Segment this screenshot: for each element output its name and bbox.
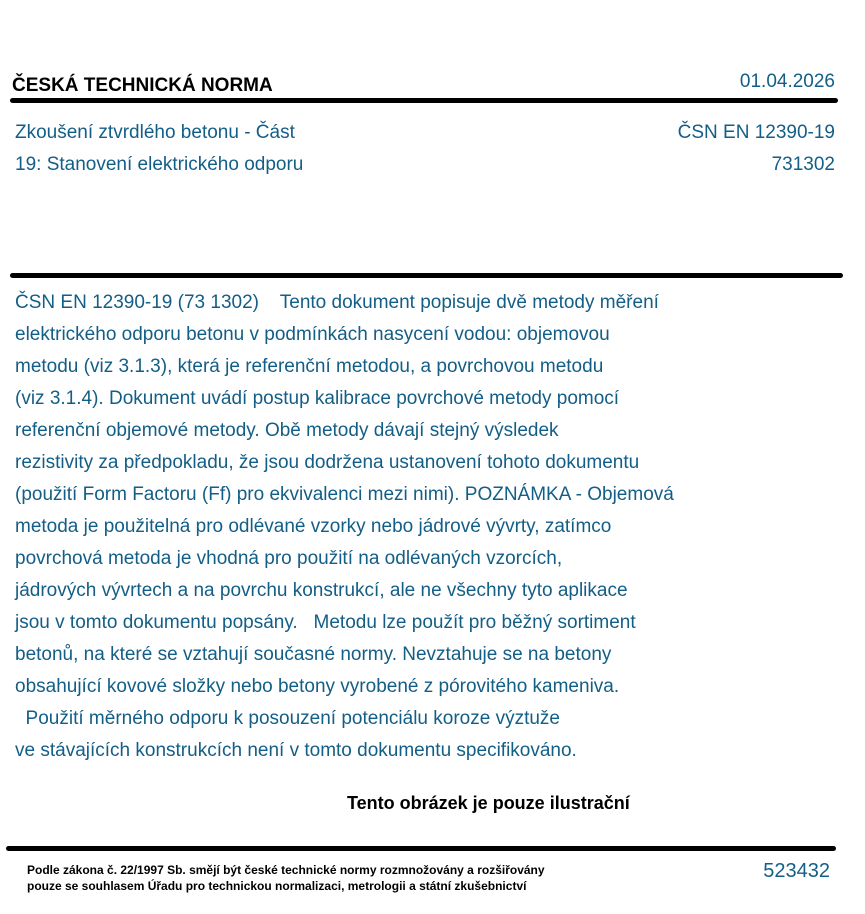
standard-codes bbox=[678, 117, 835, 181]
header-divider bbox=[10, 98, 838, 103]
abstract-text bbox=[15, 287, 815, 767]
abstract-line: povrchová metoda je vhodná pro použití na odlévaných vzorcích, bbox=[15, 548, 563, 569]
brand-heading: ČESKÁ TECHNICKÁ NORMA bbox=[12, 75, 273, 96]
publication-date: 01.04.2026 bbox=[739, 71, 835, 92]
abstract-line: ČSN EN 12390-19 (73 1302) Tento dokument popisuje dvě metody měření bbox=[15, 292, 659, 313]
abstract-line: metoda je použitelná pro odlévané vzorky nebo jádrové vývrty, zatímco bbox=[15, 516, 612, 537]
abstract-line: (použití Form Factoru (Ff) pro ekvivalenci mezi nimi). POZNÁMKA - Objemová bbox=[15, 484, 674, 505]
abstract-line: (viz 3.1.4). Dokument uvádí postup kalibrace povrchové metody pomocí bbox=[15, 388, 620, 409]
abstract-line: betonů, na které se vztahují současné normy. Nevztahuje se na betony bbox=[15, 644, 612, 665]
abstract-line: ve stávajících konstrukcích není v tomto dokumentu specifikováno. bbox=[15, 740, 577, 761]
footer-divider bbox=[6, 846, 836, 851]
title-line: 19: Stanovení elektrického odporu bbox=[15, 154, 304, 175]
section-divider bbox=[10, 273, 843, 278]
standard-title bbox=[15, 117, 435, 181]
legal-line: pouze se souhlasem Úřadu pro technickou normalizaci, metrologii a státní zkušebnictví bbox=[27, 879, 527, 893]
document-number: 523432 bbox=[763, 860, 830, 882]
title-line: Zkoušení ztvrdlého betonu - Část bbox=[15, 122, 295, 143]
abstract-line: obsahující kovové složky nebo betony vyrobené z pórovitého kameniva. bbox=[15, 676, 620, 697]
abstract-line: jsou v tomto dokumentu popsány. Metodu lze použít pro běžný sortiment bbox=[15, 612, 636, 633]
legal-line: Podle zákona č. 22/1997 Sb. smějí být české technické normy rozmnožovány a rozšiřovány bbox=[27, 863, 545, 877]
abstract-line: Použití měrného odporu k posouzení potenciálu koroze výztuže bbox=[15, 708, 560, 729]
abstract-line: rezistivity za předpokladu, že jsou dodržena ustanovení tohoto dokumentu bbox=[15, 452, 640, 473]
legal-notice bbox=[27, 862, 545, 894]
abstract-line: jádrových vývrtech a na povrchu konstrukcí, ale ne všechny tyto aplikace bbox=[15, 580, 628, 601]
abstract-line: referenční objemové metody. Obě metody dávají stejný výsledek bbox=[15, 420, 559, 441]
abstract-line: metodu (viz 3.1.3), která je referenční metodou, a povrchovou metodu bbox=[15, 356, 604, 377]
abstract-line: elektrického odporu betonu v podmínkách nasycení vodou: objemovou bbox=[15, 324, 610, 345]
classification-code: 731302 bbox=[771, 154, 835, 175]
standard-designation: ČSN EN 12390-19 bbox=[677, 122, 835, 143]
illustration-note: Tento obrázek je pouze ilustrační bbox=[347, 793, 630, 813]
